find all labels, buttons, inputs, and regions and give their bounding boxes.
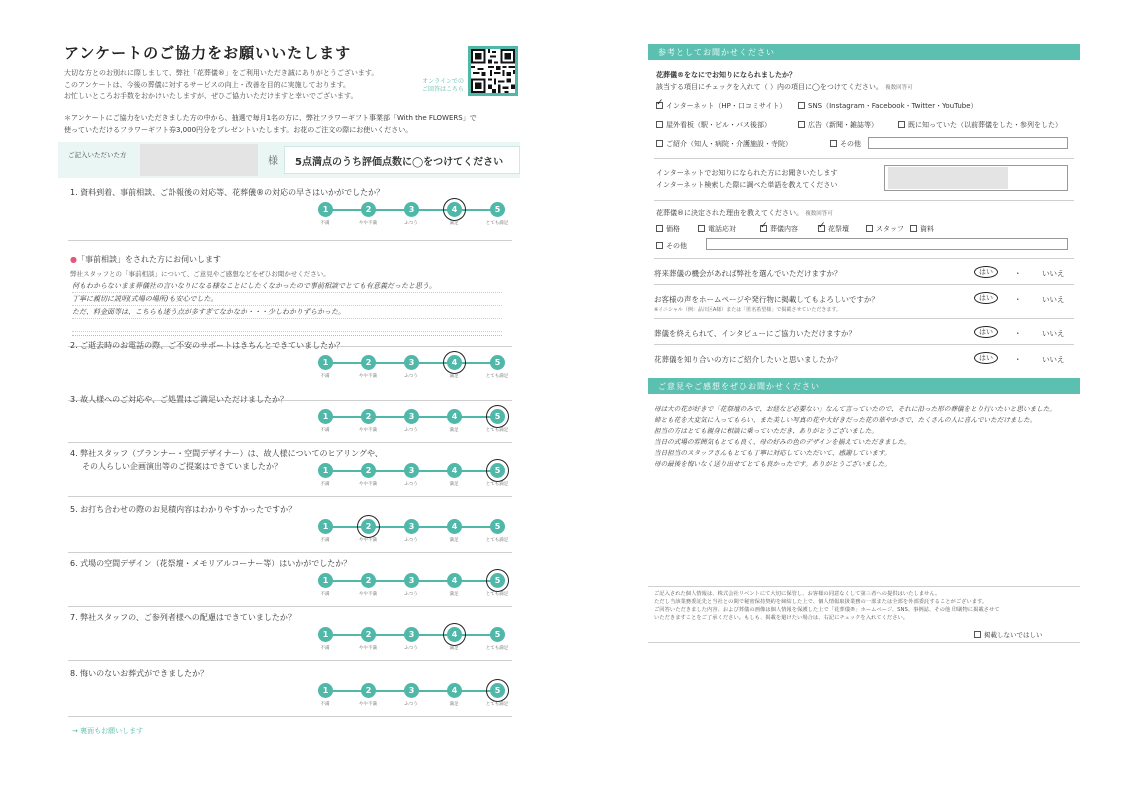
online-answer-label: オンラインでのご回答はこちら	[421, 78, 464, 93]
rating-option-3[interactable]: 3	[404, 519, 419, 534]
checkbox-checked-icon[interactable]	[760, 225, 767, 232]
rating-option-4[interactable]: 4	[447, 202, 462, 217]
rating-option-2[interactable]: 2	[361, 573, 376, 588]
rating-option-3[interactable]: 3	[404, 355, 419, 370]
rating-option-1[interactable]: 1	[318, 202, 333, 217]
option-ads[interactable]	[798, 120, 878, 130]
handwritten-line: 当日の式場の雰囲気もとても良く、母の好みの色のデザインを揃えていただきました。	[654, 438, 911, 446]
rating-label: とても満足	[485, 646, 509, 651]
consult-answer-box[interactable]	[72, 280, 502, 336]
rating-option-2[interactable]: 2	[361, 463, 376, 478]
option-label: 屋外看板（駅・ビル・バス後部）	[666, 121, 771, 129]
option-introduction[interactable]	[656, 139, 792, 149]
checkbox-icon[interactable]	[656, 140, 663, 147]
rating-option-5[interactable]: 5	[490, 627, 505, 642]
handwritten-line: 何もわからないまま葬儀社の言いなりになる様なことにしたくなかったので事前相談でとても有意義だったと思う。	[72, 280, 502, 293]
rating-option-2[interactable]: 2	[361, 409, 376, 424]
present-notice	[64, 112, 477, 136]
q-howknow-sub	[656, 82, 913, 92]
question-2: 2. ご逝去時のお電話の際、ご不安のサポートはきちんとできていましたか？	[70, 341, 345, 350]
option-sns[interactable]	[798, 101, 978, 111]
divider	[654, 344, 1074, 345]
rating-label: 満足	[449, 428, 459, 433]
rating-label: 満足	[449, 221, 459, 226]
rating-label: とても満足	[485, 374, 509, 379]
redacted-name-field[interactable]	[140, 144, 258, 176]
option-label: ご紹介（知人・病院・介護施設・寺院）	[666, 140, 792, 148]
option-label: スタッフ	[876, 225, 904, 233]
rating-option-5[interactable]: 5	[490, 463, 505, 478]
rating-label: 不満	[320, 702, 330, 707]
yes-label: はい	[974, 352, 998, 364]
rating-option-1[interactable]: 1	[318, 355, 333, 370]
rating-option-1[interactable]: 1	[318, 409, 333, 424]
rating-option-3[interactable]: 3	[404, 683, 419, 698]
no-option[interactable]: いいえ	[1042, 355, 1065, 364]
divider	[68, 442, 512, 443]
option-other[interactable]	[830, 139, 861, 149]
rating-label: 不満	[320, 374, 330, 379]
q-internet-sub: インターネット検索した際に調べた単語を教えてください	[656, 181, 838, 189]
yn-question-4: 花葬儀を知り合いの方にご紹介したいと思いましたか？	[654, 355, 842, 364]
option-label: 葬儀内容	[770, 225, 798, 233]
intro-line: 大切な方とのお別れに際しまして、弊社「花葬儀®」をご利用いただき誠にありがとうございます。	[64, 69, 379, 77]
rating-option-3[interactable]: 3	[404, 202, 419, 217]
divider	[68, 552, 512, 553]
rating-label: ふつう	[404, 592, 418, 597]
checkbox-icon[interactable]	[656, 121, 663, 128]
rating-option-2[interactable]: 2	[361, 202, 376, 217]
q-reason-text: 花葬儀®に決定された理由を教えてください。	[656, 209, 803, 217]
divider	[68, 606, 512, 607]
reason-materials[interactable]	[910, 224, 934, 234]
rating-scale-5[interactable]	[316, 519, 509, 543]
divider	[654, 284, 1074, 285]
rating-label: とても満足	[485, 482, 509, 487]
yes-label: はい	[974, 266, 998, 278]
intro-text	[64, 68, 424, 103]
rating-label: 不満	[320, 221, 330, 226]
checkbox-checked-icon[interactable]	[818, 225, 825, 232]
rating-label: とても満足	[485, 538, 509, 543]
reason-price[interactable]	[656, 224, 680, 234]
question-4: 4. 弊社スタッフ（プランナー・空間デザイナー）は、故人様についてのヒアリングや、	[70, 449, 383, 458]
rating-option-3[interactable]: 3	[404, 573, 419, 588]
privacy-line: ご記入された個人情報は、株式会社リベントにて大切に保管し、お客様の同意なくして第三者への提供はいたしません。	[654, 591, 941, 597]
rating-label: 満足	[449, 592, 459, 597]
survey-page-back	[648, 22, 1080, 757]
rating-scale-3[interactable]	[316, 409, 509, 433]
privacy-notice	[654, 590, 1074, 622]
rating-label: 満足	[449, 538, 459, 543]
option-signboard[interactable]	[656, 120, 771, 130]
checkbox-icon[interactable]	[974, 631, 981, 638]
redacted-search-words	[888, 167, 1008, 189]
option-known[interactable]	[898, 120, 1062, 130]
option-label: 既に知っていた（以前葬儀をした・参列をした）	[908, 121, 1062, 129]
reason-altar[interactable]	[818, 224, 849, 234]
divider	[68, 240, 512, 241]
checkbox-icon[interactable]	[656, 225, 663, 232]
handwritten-line: 姉とも花を大変気に入ってもらい、また美しい写真の花や大好きだった花の華やかさで、たくさんの人に喜んでいただけました。	[654, 416, 1037, 424]
rating-option-4[interactable]: 4	[447, 463, 462, 478]
page-title: アンケートのご協力をお願いいたします	[64, 44, 352, 62]
bullet-icon: ●	[70, 255, 77, 264]
rating-scale-8[interactable]	[316, 683, 509, 707]
question-8: 8. 悔いのないお葬式ができましたか？	[70, 669, 209, 678]
privacy-line: ただし当該業務委託先と当社との間で秘密保持契約を締結した上で、個人情報取扱業務の一部または全部を外部委託することがございます。	[654, 599, 988, 605]
rating-label: ふつう	[404, 374, 418, 379]
no-publish-option[interactable]	[974, 630, 1043, 639]
rating-option-1[interactable]: 1	[318, 519, 333, 534]
rating-option-5[interactable]: 5	[490, 202, 505, 217]
question-5: 5. お打ち合わせの際のお見積内容はわかりやすかったですか？	[70, 505, 297, 514]
rating-label: やや不満	[359, 702, 377, 707]
score-instruction: 5点満点のうち評価点数に◯をつけてください	[284, 146, 520, 174]
q-howknow-sub-text: 該当する項目にチェックを入れて（ ）内の項目に◯をつけてください。	[656, 83, 883, 91]
rating-option-1[interactable]: 1	[318, 627, 333, 642]
qr-code-icon[interactable]	[468, 46, 518, 96]
comments-box[interactable]	[648, 394, 1080, 574]
rating-label: やや不満	[359, 428, 377, 433]
divider	[654, 158, 1074, 159]
rating-label: 満足	[449, 374, 459, 379]
privacy-line: ご回答いただきました内容、および葬儀の画像は個人情報を保護した上で「花葬儀®」ホームページ、SNS、事例誌、その他 印刷物に掲載させて	[654, 607, 1000, 613]
blank-line	[72, 319, 502, 332]
rating-label: 満足	[449, 482, 459, 487]
checkbox-icon[interactable]	[898, 121, 905, 128]
consult-subtitle: 弊社スタッフとの「事前相談」について、ご意見やご感想などをぜひお聞かせください。	[70, 270, 330, 278]
rating-label: 満足	[449, 646, 459, 651]
option-label: 花祭壇	[828, 225, 849, 233]
intro-line: このアンケートは、今後の葬儀に対するサービスの向上・改善を目的に実施しております。	[64, 80, 351, 89]
divider	[68, 660, 512, 661]
checkbox-icon[interactable]	[798, 121, 805, 128]
rating-label: とても満足	[485, 592, 509, 597]
rating-label: 不満	[320, 646, 330, 651]
name-label: ご記入いただいた方	[68, 151, 127, 159]
section-header-comments: ご意見やご感想をぜひお聞かせください	[648, 378, 1080, 394]
divider	[648, 586, 1080, 587]
rating-option-2[interactable]: 2	[361, 355, 376, 370]
rating-option-3[interactable]: 3	[404, 409, 419, 424]
other-input[interactable]	[868, 137, 1068, 149]
rating-option-4[interactable]: 4	[447, 519, 462, 534]
handwritten-line: 母の最後を悔いなく送り出せてとても良かったです。ありがとうございました。	[654, 460, 891, 468]
option-label: その他	[840, 140, 861, 148]
option-label: 広告（新聞・雑誌等）	[808, 121, 878, 129]
rating-option-3[interactable]: 3	[404, 463, 419, 478]
rating-option-5[interactable]: 5	[490, 519, 505, 534]
present-line: ＊アンケートにご協力をいただきました方の中から、抽選で毎月1名の方に、弊社フラワーギフト事業部「With the FLOWERS」で	[64, 114, 477, 122]
handwritten-line: 母は大の花が好きで「花祭壇のみで、お経など必要ない」なんて言っていたので、それに沿った形の葬儀をとり行いたいと思いました。	[654, 405, 1056, 413]
rating-scale-4[interactable]	[316, 463, 509, 487]
multi-answer-note: 複数回答可	[885, 85, 913, 91]
rating-option-4[interactable]: 4	[447, 683, 462, 698]
rating-label: やや不満	[359, 221, 377, 226]
sama-suffix: 様	[268, 156, 278, 167]
option-label: その他	[666, 242, 687, 250]
survey-page-front	[58, 22, 520, 757]
rating-option-4[interactable]: 4	[447, 573, 462, 588]
question-3: 3. 故人様へのご対応や、ご処置はご満足いただけましたか？	[70, 395, 289, 404]
rating-option-4[interactable]: 4	[447, 355, 462, 370]
rating-option-1[interactable]: 1	[318, 683, 333, 698]
question-1: 1. 資料到着、事前相談、ご訃報後の対応等、花葬儀®の対応の早さはいかがでしたか？	[70, 188, 385, 197]
rating-label: ふつう	[404, 428, 418, 433]
yn-question-1: 将来葬儀の機会があれば弊社を選んでいただけますか？	[654, 269, 842, 278]
rating-label: 不満	[320, 428, 330, 433]
rating-option-1[interactable]: 1	[318, 573, 333, 588]
no-option[interactable]: いいえ	[1042, 295, 1065, 304]
rating-scale-7[interactable]	[316, 627, 509, 651]
q-reason	[656, 208, 833, 218]
rating-option-4[interactable]: 4	[447, 627, 462, 642]
rating-option-5[interactable]: 5	[490, 573, 505, 588]
multi-answer-note: 複数回答可	[805, 211, 833, 217]
rating-label: ふつう	[404, 538, 418, 543]
rating-label: ふつう	[404, 482, 418, 487]
rating-label: とても満足	[485, 221, 509, 226]
back-side-note: → 裏面もお願いします	[72, 727, 144, 735]
present-line: 使っていただけるフラワーギフト券3,000円分をプレゼントいたします。お花のご注文の際にお使いください。	[64, 126, 413, 134]
yn-question-2-note: ※イニシャル（例：品川区A様）または「匿名希望様」で掲載させていただきます。	[654, 307, 841, 313]
intro-line: お忙しいところお手数をおかけいたしますが、ぜひご協力いただけますと幸いでございます。	[64, 92, 358, 100]
rating-scale-2[interactable]	[316, 355, 509, 379]
handwritten-line: 丁寧に親切に説明(式場の場所)も安心でした。	[72, 293, 502, 306]
option-label: インターネット（HP・口コミサイト）	[666, 102, 787, 110]
dot-separator: ・	[1014, 355, 1022, 364]
reason-staff[interactable]	[866, 224, 904, 234]
checkbox-checked-icon[interactable]	[656, 102, 663, 109]
rating-label: 不満	[320, 538, 330, 543]
checkbox-icon[interactable]	[698, 225, 705, 232]
question-6: 6. 式場の空間デザイン（花祭壇・メモリアルコーナー等）はいかがでしたか？	[70, 559, 352, 568]
no-option[interactable]: いいえ	[1042, 329, 1065, 338]
dot-separator: ・	[1014, 329, 1022, 338]
rating-label: 満足	[449, 702, 459, 707]
question-4-cont: その人らしい企画演出等のご提案はできていましたか？	[82, 462, 282, 471]
divider	[648, 642, 1080, 643]
rating-label: やや不満	[359, 592, 377, 597]
consult-title	[70, 254, 221, 265]
rating-label: 不満	[320, 482, 330, 487]
divider	[68, 496, 512, 497]
yn-question-3: 葬儀を終えられて、インタビューにご協力いただけますか？	[654, 329, 857, 338]
rating-label: やや不満	[359, 482, 377, 487]
rating-option-2[interactable]: 2	[361, 519, 376, 534]
reason-other[interactable]	[656, 241, 687, 251]
dot-separator: ・	[1014, 269, 1022, 278]
rating-option-2[interactable]: 2	[361, 683, 376, 698]
yes-circled[interactable]	[974, 266, 998, 278]
yes-circled[interactable]	[974, 326, 998, 338]
option-label: 掲載しないではしい	[984, 631, 1043, 639]
rating-label: やや不満	[359, 374, 377, 379]
reason-phone[interactable]	[698, 224, 736, 234]
no-option[interactable]: いいえ	[1042, 269, 1065, 278]
yes-circled[interactable]	[974, 292, 998, 304]
divider	[654, 258, 1074, 259]
option-label: 資料	[920, 225, 934, 233]
rating-option-5[interactable]: 5	[490, 683, 505, 698]
checkbox-icon[interactable]	[866, 225, 873, 232]
rating-option-1[interactable]: 1	[318, 463, 333, 478]
rating-option-3[interactable]: 3	[404, 627, 419, 642]
handwritten-line: 担当の方はとても親身に相談に乗っていただき、ありがとうございました。	[654, 427, 878, 435]
privacy-line: いただきますことをご了承ください。もしも、掲載を避けたい場合は、右記にチェックを入れてください。	[654, 615, 909, 621]
rating-label: ふつう	[404, 221, 418, 226]
handwritten-line: ただ、料金面等は、こちらも迷う点が多すぎてなかなか・・・少しわかりずらかった。	[72, 306, 502, 319]
checkbox-icon[interactable]	[830, 140, 837, 147]
rating-label: 不満	[320, 592, 330, 597]
rating-scale-1[interactable]	[316, 202, 509, 226]
rating-label: とても満足	[485, 428, 509, 433]
q-internet: インターネットでお知りになられた方にお聞きいたします	[656, 169, 838, 177]
rating-label: ふつう	[404, 646, 418, 651]
rating-option-5[interactable]: 5	[490, 355, 505, 370]
divider	[68, 716, 512, 717]
yes-label: はい	[974, 292, 998, 304]
rating-label: やや不満	[359, 646, 377, 651]
divider	[654, 200, 1074, 201]
checkbox-icon[interactable]	[656, 242, 663, 249]
question-7: 7. 弊社スタッフの、ご参列者様への配慮はできていましたか？	[70, 613, 296, 622]
option-label: 価格	[666, 225, 680, 233]
checkbox-icon[interactable]	[798, 102, 805, 109]
handwritten-line: 当日担当のスタッフさんもとても丁寧に対応していただいて、感謝しています。	[654, 449, 891, 457]
option-internet[interactable]	[656, 101, 786, 111]
option-label: 電話応対	[708, 225, 736, 233]
divider	[654, 318, 1074, 319]
rating-label: ふつう	[404, 702, 418, 707]
rating-label: とても満足	[485, 702, 509, 707]
rating-option-4[interactable]: 4	[447, 409, 462, 424]
reason-other-input[interactable]	[706, 238, 1068, 250]
consult-title-text: 「事前相談」をされた方にお伺いします	[76, 255, 221, 264]
option-label: SNS（Instagram・Facebook・Twitter・YouTube）	[808, 102, 978, 110]
section-header-reference: 参考としてお聞かせください	[648, 44, 1080, 60]
yes-circled[interactable]	[974, 352, 998, 364]
rating-scale-6[interactable]	[316, 573, 509, 597]
q-howknow: 花葬儀®をなにでお知りになられましたか？	[656, 71, 796, 79]
checkbox-icon[interactable]	[910, 225, 917, 232]
rating-option-5[interactable]: 5	[490, 409, 505, 424]
yes-label: はい	[974, 326, 998, 338]
rating-label: やや不満	[359, 538, 377, 543]
dot-separator: ・	[1014, 295, 1022, 304]
yn-question-2: お客様の声をホームページや発行物に掲載してもよろしいですか？	[654, 295, 879, 304]
rating-option-2[interactable]: 2	[361, 627, 376, 642]
reason-content[interactable]	[760, 224, 798, 234]
